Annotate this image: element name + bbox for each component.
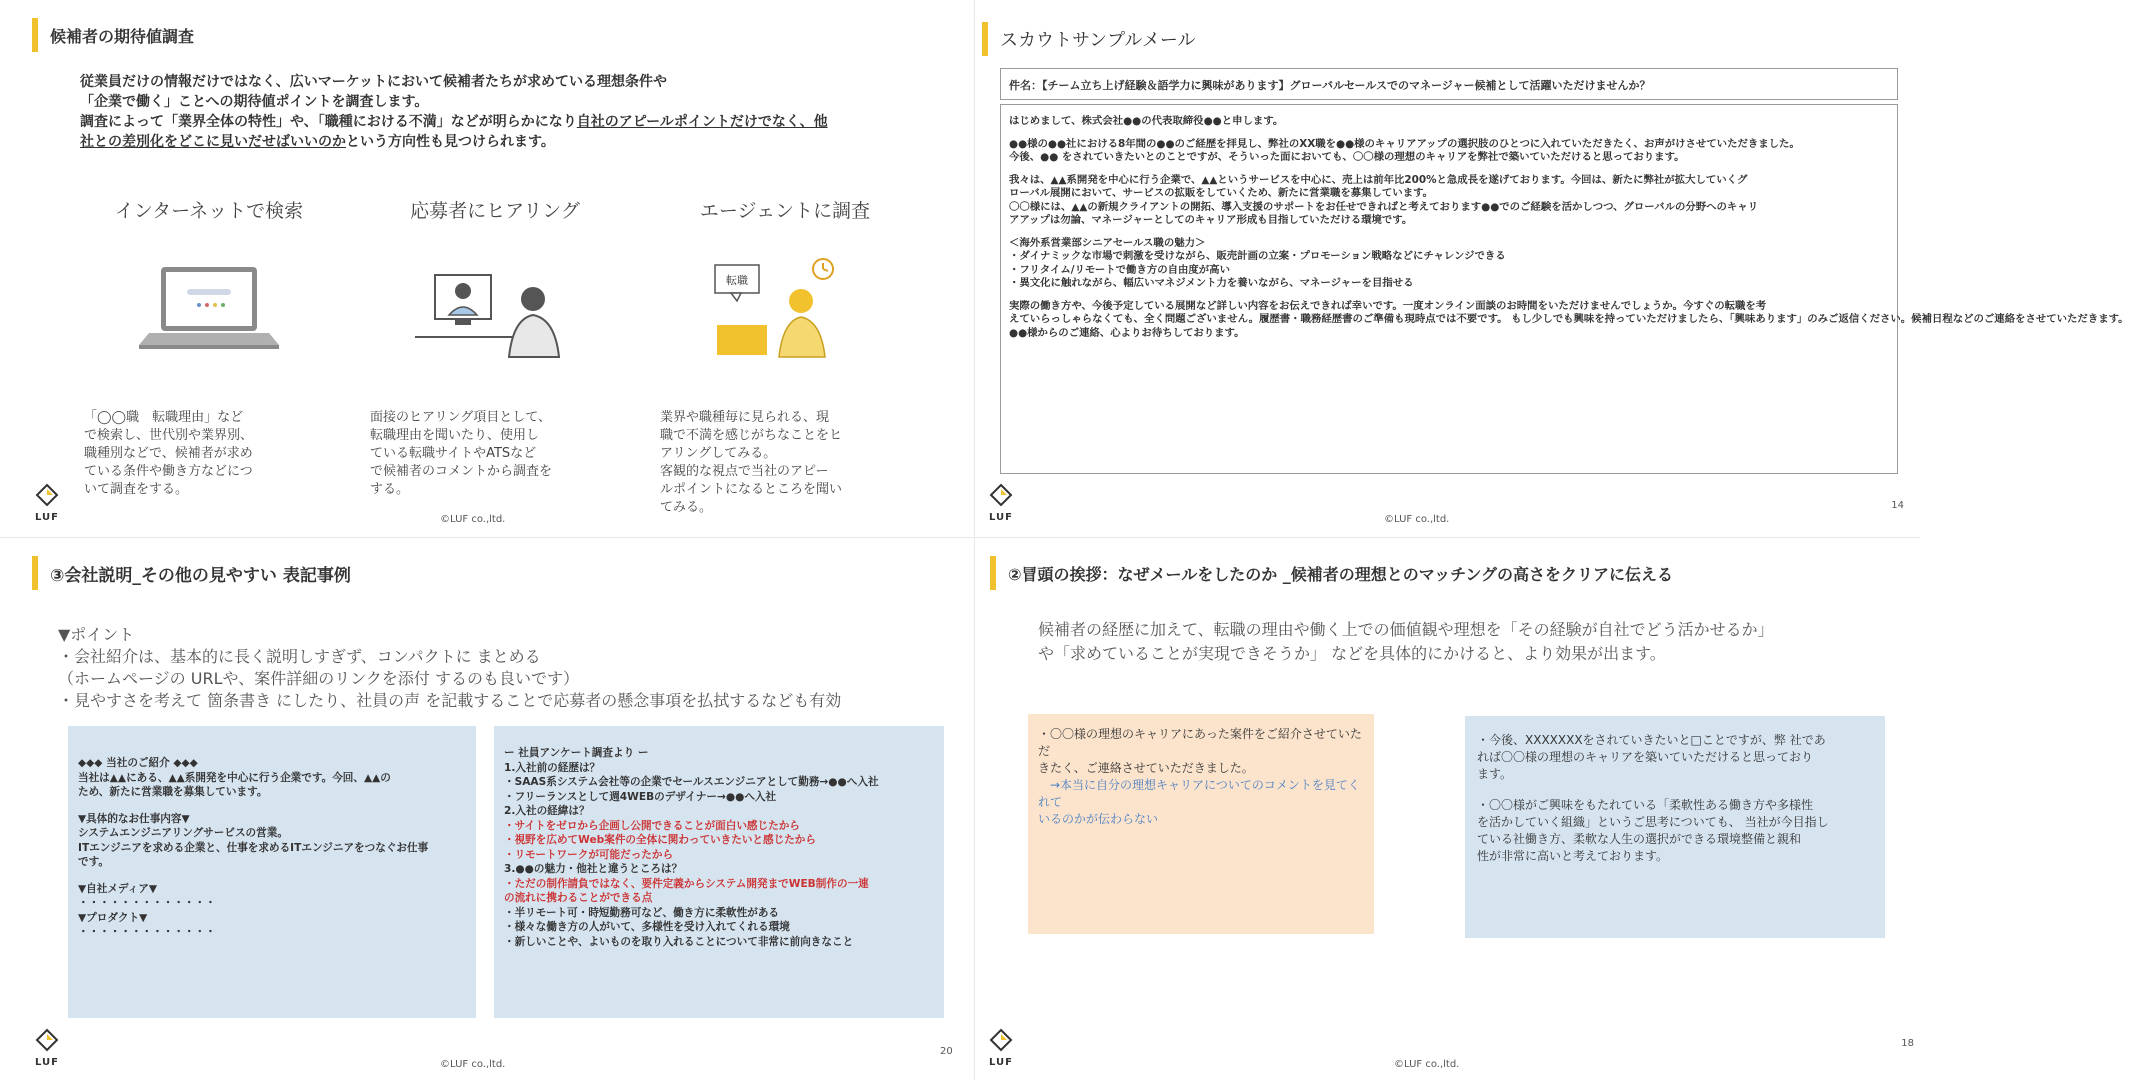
agent-consult-icon [695,253,875,363]
method-title: インターネットで検索 [114,200,304,222]
luf-logo-icon [35,483,59,507]
slide-title-text: ③会社説明_その他の見やすい [50,565,277,586]
logo-label: LUF [35,1057,59,1068]
copyright: ©LUF co.,ltd. [1384,514,1450,525]
slide-title-text: ②冒頭の挨拶：なぜメールをしたのか _候補者の理想とのマッチングの高さをクリアに伝える [1008,564,1674,584]
point-item: ・見やすさを考えて 箇条書き にしたり、社員の声 を記載することで応募者の懸念事項を払拭するなども有効 [58,691,842,710]
intro-line: 調査によって「業界全体の特性」や、「職種における不満」などが明らかになり自社のアピールポイントだけでなく、他 [80,114,828,130]
svg-text:転職: 転職 [726,274,748,287]
intro-text [1038,618,1898,666]
method-description: 「◯◯職 転職理由」など で検索し、世代別や業界別、 職種別などで、候補者が求め ている条件や働き方などにつ いて調査をする。 [84,410,254,497]
luf-logo [984,1028,1018,1068]
good-example-box: ・今後、XXXXXXXをされていきたいと□ことですが、弊 社であ れば〇〇様の理想のキャリアを築いていただけると思っており ます。 ・〇〇様がご興味をもたれている「柔軟性ある働き方や多様性 を活かしていく組織」というご思考についても、 当社が今目指し ている社働き方、柔軟な人生の選択ができる環境整備と親和 性が非常に高いと考えております。 [1465,716,1885,938]
slide-opening-greeting [980,540,1920,1080]
mail-paragraph: 実際の働き方や、今後予定している展開など詳しい内容をお伝えできれば幸いです。一度オンライン面談のお時間をいただけませんでしょうか。今すぐの転職を考 えていらっしゃらなくても、全く問題ございません。履歴書・職務経歴書のご準備も現時点では不要です。 もし少しでも興味を持っていただけましたら、「興味あります」のみご返信ください。候補日程などのご連絡をさせていただきます。 ●●様からのご連絡、心よりお待ちしております。 [1009,299,2129,339]
method-title: エージェントに調査 [699,200,871,222]
luf-logo [30,1028,64,1068]
page-number: 18 [1901,1038,1914,1049]
points-heading: ▼ポイント [58,625,135,644]
title-accent-bar [32,556,38,590]
title-accent-bar [982,22,988,56]
title-accent-bar [990,556,996,590]
luf-logo-icon [989,1028,1013,1052]
intro-line: 従業員だけの情報だけではなく、広いマーケットにおいて候補者たちが求めている理想条件や [80,74,668,90]
mail-paragraph: はじめまして、株式会社●●の代表取締役●●と申します。 [1009,115,1284,127]
slide-title-text-bold: 表記事例 [282,565,351,586]
slide-title-text: 候補者の期待値調査 [50,26,195,46]
title-accent-bar [32,18,38,52]
mail-paragraph: ●●様の●●社における8年間の●●のご経歴を拝見し、弊社のXX職を●●様のキャリアアップの選択肢のひとつに入れていただきたく、お声がけさせていただきました。 今後、●● をされていきたいとのことですが、そういった面においても、〇〇様の理想のキャリアを弊社で築いていただけると思っております。 [1009,137,1800,163]
slide-company-description-examples [0,540,968,1080]
mail-body [1000,104,2129,474]
key-points [58,624,958,712]
luf-logo [30,483,64,523]
copyright: ©LUF co.,ltd. [440,514,506,525]
intro-line: 「企業で働く」ことへの期待値ポイントを調査します。 [80,94,429,110]
mail-paragraph: 我々は、▲▲系開発を中心に行う企業で、▲▲というサービスを中心に、売上は前年比200%と急成長を遂げております。今回は、新たに弊社が拡大していくグ ローバル展開において、サービスの拡販をしていくため、新たに営業職を募集しています。 〇〇様には、▲▲の新規クライアントの開拓、導入支援のサポートをお任せできればと考えております●●でのご経験を活かしつつ、グローバルの分野へのキャリ アアップは勿論、マネージャーとしてのキャリア形成も目指していただける環境です。 [1009,173,1759,226]
method-column-internet-search [84,196,334,499]
logo-label: LUF [989,512,1013,523]
mail-subject: 件名：【チーム立ち上げ経験＆語学力に興味があります】グローバルセールスでのマネージャー候補として活躍いただけませんか？ [1000,68,1898,100]
intro-line: や「求めていることが実現できそうか」 などを具体的にかけると、より効果が出ます。 [1038,644,1666,663]
slide-title [32,18,194,52]
slide-scout-sample-mail [980,0,2129,535]
slide-title [982,22,1195,56]
method-title: 応募者にヒアリング [410,200,580,222]
slide-title-text: スカウトサンプルメール [1000,30,1196,51]
intro-line: 候補者の経歴に加えて、転職の理由や働く上での価値観や理想を「その経験が自社でどう活かせるか」 [1038,620,1774,639]
page-number: 20 [940,1046,953,1057]
method-description: 業界や職種毎に見られる、現 職で不満を感じがちなことをヒ アリングしてみる。 客観的な視点で当社のアピー ルポイントになるところを聞い てみる。 [660,410,843,515]
slide-title [32,556,351,590]
mail-paragraph: ＜海外系営業部シニアセールス職の魅力＞ ・ダイナミックな市場で刺激を受けながら、販売計画の立案・プロモーション戦略などにチャレンジできる ・フリタイム/リモートで働き方の自由度が高い ・異文化に触れながら、幅広いマネジメント力を養いながら、マネージャーを目指せる [1009,236,1506,289]
slide-divider-horizontal [0,537,1920,538]
point-item: （ホームページの URLや、案件詳細のリンクを添付 するのも良いです） [58,669,579,688]
slide-divider-vertical [974,0,975,1080]
laptop-search-icon [119,253,299,363]
interview-icon [405,253,585,363]
slide-title [990,556,1673,590]
slide-candidate-expectation-survey [0,0,968,535]
logo-label: LUF [989,1057,1013,1068]
intro-text [80,72,940,152]
intro-line: 社との差別化をどこに見いだせばいいのかという方向性も見つけられます。 [80,134,555,150]
logo-label: LUF [35,512,59,523]
page-number: 14 [1891,500,1904,511]
copyright: ©LUF co.,ltd. [1394,1059,1460,1070]
luf-logo-icon [35,1028,59,1052]
point-item: ・会社紹介は、基本的に長く説明しすぎず、コンパクトに まとめる [58,647,541,666]
luf-logo-icon [989,483,1013,507]
company-intro-example-box: ◆◆◆ 当社のご紹介 ◆◆◆ 当社は▲▲にある、▲▲系開発を中心に行う企業です。今回、▲▲の ため、新たに営業職を募集しています。 ▼具体的なお仕事内容▼ システムエンジニアリングサービスの営業。 ITエンジニアを求める企業と、仕事を求めるITエンジニアをつなぐお仕事 です。 ▼自社メディア▼ ・・・・・・・・・・・・・ ▼プロダクト▼ ・・・・・・・・・・・・・ [68,726,476,1018]
bad-example-box: ・〇〇様の理想のキャリアにあった案件をご紹介させていただ きたく、ご連絡させていただきました。 →本当に自分の理想キャリアについてのコメントを見てくれて いるのかが伝わらない [1028,714,1374,934]
employee-survey-example-box: ー 社員アンケート調査より ー 1.入社前の経歴は？ ・SAAS系システム会社等の企業でセールスエンジニアとして勤務→●●へ入社 ・フリーランスとして週4WEBのデザイナー→●●へ入社 2.入社の経緯は？ ・サイトをゼロから企画し公開できることが面白い感じたから ・視野を広めてWeb案件の全体に関わっていきたいと感じたから ・リモートワークが可能だったから 3.●●の魅力・他社と違うところは？ ・ただの制作請負ではなく、要件定義からシステム開発までWEB制作の一連 の流れに携わることができる点 ・半リモート可・時短勤務可など、働き方に柔軟性がある ・様々な働き方の人がいて、多様性を受け入れてくれる環境 ・新しいことや、よいものを取り入れることについて非常に前向きなこと [494,726,944,1018]
method-column-applicant-hearing [370,196,620,499]
luf-logo [984,483,1018,523]
method-description: 面接のヒアリング項目として、 転職理由を聞いたり、使用し ている転職サイトやATSなど で候補者のコメントから調査を する。 [370,410,553,497]
copyright: ©LUF co.,ltd. [440,1059,506,1070]
method-column-agent-survey [660,196,910,517]
